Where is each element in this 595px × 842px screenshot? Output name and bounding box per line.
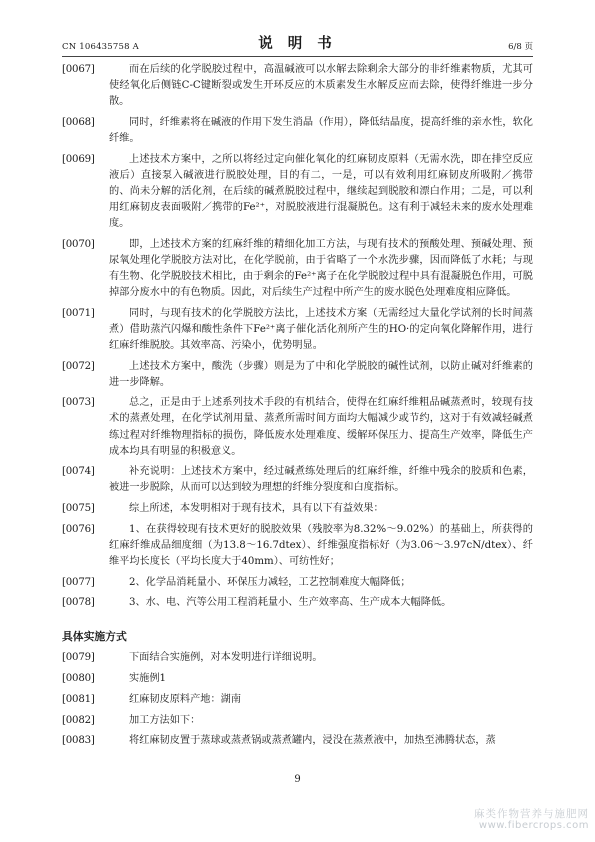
paragraph-number: [0070] — [62, 238, 95, 250]
paragraph-number: [0076] — [62, 523, 95, 535]
paragraph-number: [0073] — [62, 397, 95, 409]
paragraph-number: [0068] — [62, 116, 95, 128]
document-title: 说 明 书 — [258, 35, 337, 52]
page-header — [62, 30, 533, 57]
implementation-paragraph-list — [62, 650, 533, 749]
paragraph — [62, 395, 533, 459]
paragraph — [62, 692, 533, 708]
paragraph-text: 下面结合实施例，对本发明进行详细说明。 — [129, 652, 323, 664]
paragraph-text: 综上所述，本发明相对于现有技术，具有以下有益效果： — [129, 503, 384, 515]
paragraph-text: 加工方法如下： — [129, 714, 201, 726]
paragraph — [62, 62, 533, 110]
page-number: 9 — [294, 774, 301, 785]
paragraph-text: 补充说明：上述技术方案中，经过碱煮练处理后的红麻纤维，纤维中残余的胶质和色素，被进一步脱除，从而可以达到较为理想的纤维分裂度和白度指标。 — [109, 466, 533, 494]
paragraph-text: 总之，正是由于上述系列技术手段的有机结合，使得在红麻纤维粗品碱蒸煮时，较现有技术的蒸煮处理，在化学试剂用量、蒸煮所需时间方面均大幅减少或节约，这对于有效减轻碱煮练过程对纤维物理指标的损伤，降低废水处理难度、缓解环保压力、提高生产效率，降低生产成本均具有明显的积极意义。 — [109, 397, 533, 457]
document-body — [62, 62, 533, 754]
paragraph — [62, 650, 533, 666]
paragraph — [62, 237, 533, 301]
paragraph-list — [62, 62, 533, 611]
paragraph — [62, 595, 533, 611]
paragraph-number: [0077] — [62, 576, 95, 588]
paragraph-number: [0074] — [62, 466, 95, 478]
paragraph — [62, 152, 533, 232]
paragraph — [62, 501, 533, 517]
paragraph-text: 3、水、电、汽等公用工程消耗量小、生产效率高、生产成本大幅降低。 — [129, 597, 452, 609]
paragraph-text: 即，上述技术方案的红麻纤维的精细化加工方法，与现有技术的预酸处理、预碱处理、预尿氧处理化学脱胶方法对比，在化学脱前，由于省略了一个水洗步骤，因而降低了水耗；与现有生物、化学脱胶技术相比，由于剩余的Fe²⁺离子在化学脱胶过程中具有混凝脱色作用，可脱掉部分废水中的有色物质。因此，对后续生产过程中所产生的废水脱色处理难度相应降低。 — [109, 238, 533, 298]
paragraph-number: [0081] — [62, 693, 95, 705]
paragraph-number: [0072] — [62, 360, 95, 372]
paragraph-number: [0067] — [62, 64, 95, 75]
paragraph — [62, 575, 533, 591]
paragraph-text: 上述技术方案中，之所以将经过定向催化氧化的红麻韧皮原料（无需水洗，即在排空反应液后）直接泵入碱液进行脱胶处理，目的有二，一是，可以有效利用红麻韧皮所吸附／携带的、尚未分解的活化剂，在后续的碱煮脱胶过程中，继续起到脱胶和漂白作用；二是，可以利用红麻韧皮表面吸附／携带的Fe²⁺，对脱胶液进行混凝脱色。这有利于减轻未来的废水处理难度。 — [109, 153, 533, 230]
section-title: 具体实施方式 — [62, 630, 127, 644]
paragraph-number: [0082] — [62, 714, 95, 726]
paragraph-text: 而在后续的化学脱胶过程中，高温碱液可以水解去除剩余大部分的非纤维素物质，尤其可使经氧化后侧链C-C键断裂或发生开环反应的木质素发生水解反应而去除，使得纤维进一步分散。 — [109, 64, 533, 108]
paragraph — [62, 359, 533, 391]
paragraph-number: [0069] — [62, 153, 95, 165]
paragraph-text: 同时，纤维素将在碱液的作用下发生消晶（作用），降低结晶度，提高纤维的亲水性，软化纤维。 — [109, 116, 533, 144]
paragraph — [62, 733, 533, 749]
page-indicator: 6/8 页 — [508, 42, 533, 52]
paragraph-text: 同时，与现有技术的化学脱胶方法比，上述技术方案（无需经过大量化学试剂的长时间蒸煮）借助蒸汽闪爆和酸性条件下Fe²⁺离子催化活化剂所产生的HO·的定向氧化降解作用，进行红麻纤维脱胶。其效率高、污染小，优势明显。 — [109, 307, 533, 351]
watermark-text: 麻类作物营养与施肥网 — [474, 808, 589, 820]
paragraph-number: [0078] — [62, 597, 95, 609]
paragraph — [62, 522, 533, 570]
paragraph-number: [0083] — [62, 735, 95, 747]
patent-number: CN 106435758 A — [62, 42, 139, 52]
paragraph-text: 1、在获得较现有技术更好的脱胶效果（残胶率为8.32%～9.02%）的基础上，所获得的红麻纤维成品细度细（为13.8～16.7dtex）、纤维强度指标好（为3.06～3.97cN/dtex）、纤维平均长度长（平均长度大于40mm）、可纺性好； — [109, 523, 533, 567]
paragraph-text: 2、化学品消耗量小、环保压力减轻，工艺控制难度大幅降低； — [129, 576, 411, 588]
paragraph — [62, 464, 533, 496]
watermark-url: www.fibercrops.com — [478, 820, 589, 831]
watermark — [474, 808, 589, 832]
paragraph-number: [0079] — [62, 652, 95, 664]
paragraph-number: [0075] — [62, 503, 95, 515]
paragraph-number: [0080] — [62, 673, 95, 685]
paragraph — [62, 306, 533, 354]
paragraph — [62, 713, 533, 729]
paragraph-number: [0071] — [62, 307, 95, 319]
paragraph-text: 将红麻韧皮置于蒸球或蒸煮锅或蒸煮罐内，浸没在蒸煮液中，加热至沸腾状态，蒸 — [129, 735, 496, 747]
paragraph — [62, 671, 533, 687]
paragraph-text: 上述技术方案中，酸洗（步骤）则是为了中和化学脱胶的碱性试剂，以防止碱对纤维素的进一步降解。 — [109, 360, 533, 388]
paragraph-text: 实施例1 — [129, 673, 167, 685]
paragraph-text: 红麻韧皮原料产地：湖南 — [129, 693, 242, 705]
paragraph — [62, 115, 533, 147]
